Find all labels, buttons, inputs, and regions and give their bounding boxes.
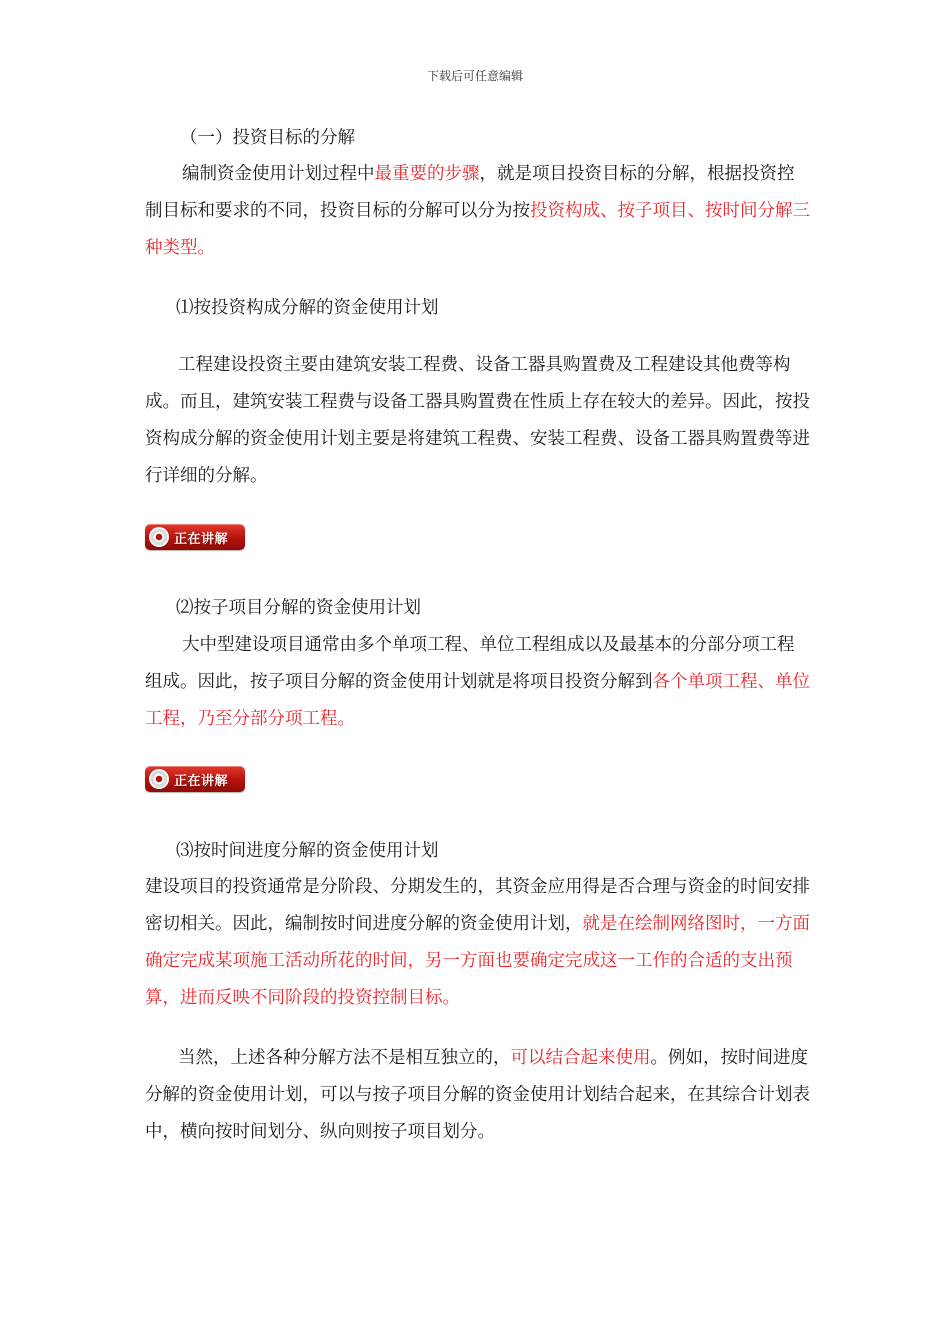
- intro-highlight-1: 最重要的步骤: [374, 164, 480, 184]
- section-intro-paragraph: [145, 156, 810, 267]
- now-explaining-label-1: 正在讲解: [174, 531, 229, 547]
- item3-highlight: 就是在绘制网络图时，一方面确定完成某项施工活动所花的时间，另一方面也要确定完成这一工作的合适的支出预算，进而反映不同阶段的投资控制目标。: [145, 914, 810, 1008]
- item2-paragraph: [145, 627, 810, 738]
- cd-disc-icon: [149, 769, 169, 789]
- intro-text-1: 编制资金使用计划过程中: [182, 164, 375, 184]
- intro-highlight-2: 投资构成、按子项目、按时间分解三种类型。: [145, 201, 810, 258]
- conclusion-paragraph: [145, 1040, 810, 1151]
- now-explaining-button-1[interactable]: [145, 524, 245, 550]
- item1-title: ⑴按投资构成分解的资金使用计划: [176, 298, 439, 318]
- page-header: 下载后可任意编辑: [426, 69, 523, 83]
- item1-text: 工程建设投资主要由建筑安装工程费、设备工器具购置费及工程建设其他费等构成。而且，建筑安装工程费与设备工器具购置费在性质上存在较大的差异。因此，按投资构成分解的资金使用计划主要是将建筑工程费、安装工程费、设备工器具购置费等进行详细的分解。: [145, 355, 810, 486]
- conclusion-highlight: 可以结合起来使用: [510, 1048, 651, 1068]
- item2-highlight: 各个单项工程、单位工程，乃至分部分项工程。: [145, 672, 810, 729]
- item2-title: ⑵按子项目分解的资金使用计划: [176, 598, 421, 618]
- conclusion-text-2: 。例如，按时间进度分解的资金使用计划，可以与按子项目分解的资金使用计划结合起来，在其综合计划表中，横向按时间划分、纵向则按子项目划分。: [145, 1048, 810, 1142]
- now-explaining-label-2: 正在讲解: [174, 773, 229, 789]
- intro-text-2: ，就是项目投资目标的分解，根据投资控制目标和要求的不同，投资目标的分解可以分为按: [145, 164, 795, 221]
- conclusion-text-1: 当然，上述各种分解方法不是相互独立的，: [178, 1048, 511, 1068]
- item3-title: ⑶按时间进度分解的资金使用计划: [176, 841, 439, 861]
- item3-paragraph: [145, 869, 810, 1017]
- now-explaining-button-2[interactable]: [145, 766, 245, 792]
- item1-paragraph: [145, 347, 810, 495]
- item2-text: 大中型建设项目通常由多个单项工程、单位工程组成以及最基本的分部分项工程组成。因此，按子项目分解的资金使用计划就是将项目投资分解到: [145, 635, 795, 692]
- section-title: （一）投资目标的分解: [180, 128, 355, 148]
- cd-disc-icon: [149, 527, 169, 547]
- item3-text: 建设项目的投资通常是分阶段、分期发生的，其资金应用得是否合理与资金的时间安排密切相关。因此，编制按时间进度分解的资金使用计划，: [145, 877, 810, 934]
